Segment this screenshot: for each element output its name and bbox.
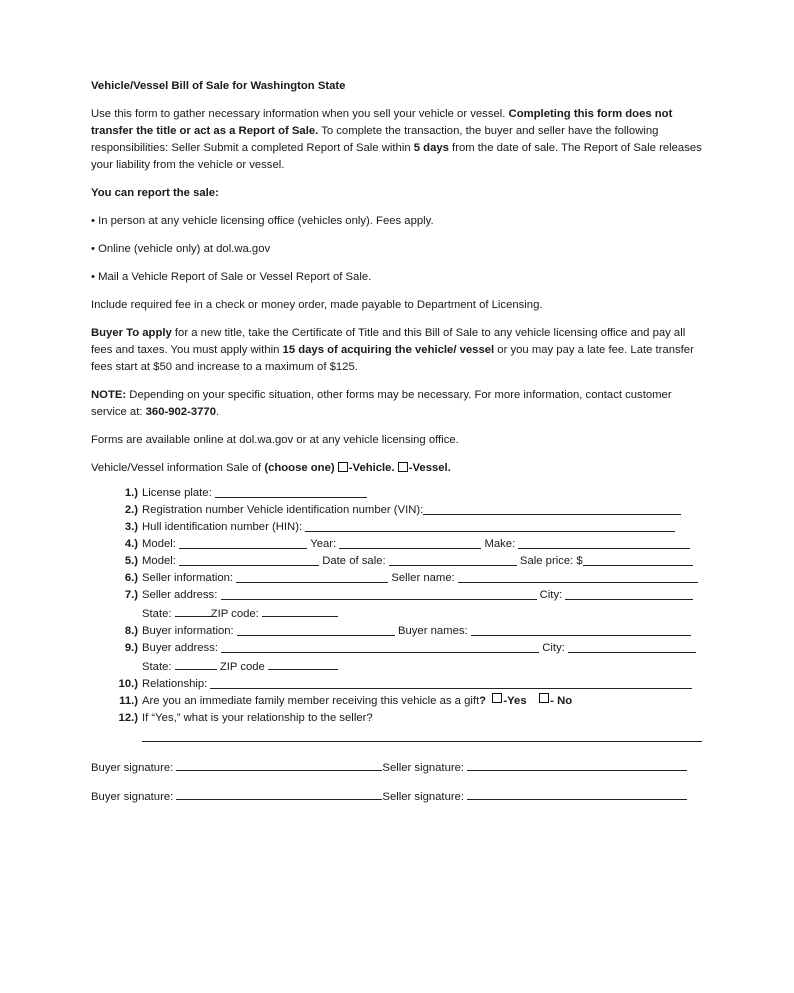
item-number: 12.)	[118, 712, 138, 724]
note-label: NOTE:	[91, 389, 127, 401]
report-heading	[91, 185, 703, 202]
intro-text-3: from the date of sale. The Report of Sale releases your liability from the vehicle or vessel.	[91, 142, 702, 171]
buyer-signature-field[interactable]	[176, 758, 382, 771]
list-item	[113, 502, 703, 519]
sale-of-label: Vehicle/Vessel information Sale of	[91, 462, 265, 474]
seller-info-field[interactable]	[236, 570, 388, 583]
list-item	[113, 587, 703, 604]
list-item	[113, 553, 703, 570]
list-item	[113, 676, 703, 693]
note-paragraph	[91, 387, 703, 421]
vin-label: Registration number Vehicle identification number (VIN):	[142, 504, 424, 516]
seller-city-field[interactable]	[565, 587, 693, 600]
date-of-sale-label: Date of sale:	[322, 555, 386, 567]
seller-address-field[interactable]	[221, 587, 537, 600]
model-label: Model:	[142, 555, 176, 567]
forms-text: Forms are available online at dol.wa.gov or at any vehicle licensing office.	[91, 434, 459, 446]
list-item	[113, 623, 703, 640]
item-number: 3.)	[124, 521, 138, 533]
sale-price-field[interactable]	[583, 553, 693, 566]
report-option-online: • Online (vehicle only) at dol.wa.gov	[91, 243, 271, 255]
year-field[interactable]	[339, 536, 481, 549]
seller-signature-label: Seller signature:	[382, 762, 465, 774]
item-number: 9.)	[124, 642, 138, 654]
seller-state-field[interactable]	[175, 604, 211, 617]
vessel-option-label: -Vessel.	[408, 462, 451, 474]
buyer-state-field[interactable]	[175, 657, 217, 670]
report-option-mail: • Mail a Vehicle Report of Sale or Vessel Report of Sale.	[91, 271, 372, 283]
license-plate-label: License plate:	[142, 487, 212, 499]
relationship-label: Relationship:	[142, 678, 208, 690]
seller-name-field[interactable]	[458, 570, 698, 583]
buyer-address-label: Buyer address:	[142, 642, 218, 654]
gift-no-checkbox[interactable]	[539, 693, 549, 703]
make-field[interactable]	[518, 536, 690, 549]
vin-field[interactable]	[423, 502, 681, 515]
list-item	[113, 519, 703, 536]
seller-name-label: Seller name:	[391, 572, 455, 584]
relationship-field[interactable]	[210, 676, 692, 689]
buyer-info-label: Buyer information:	[142, 625, 234, 637]
list-item	[113, 710, 703, 727]
state-label: State:	[142, 661, 172, 673]
item-number: 1.)	[124, 487, 138, 499]
item-number: 7.)	[124, 589, 138, 601]
model-field-2[interactable]	[179, 553, 319, 566]
buyer-zip-field[interactable]	[268, 657, 338, 670]
zip-code-label: ZIP code	[219, 661, 265, 673]
gift-no-label: - No	[550, 695, 573, 707]
buyer-signature-label: Buyer signature:	[91, 791, 174, 803]
buyer-names-label: Buyer names:	[397, 625, 468, 637]
vehicle-info-list	[91, 485, 703, 742]
buyer-text: for a new title, take the Certificate of Title and this Bill of Sale to any vehicle licensing office and pay all fees and taxes. You must apply within	[91, 327, 686, 356]
buyer-address-field[interactable]	[221, 640, 539, 653]
seller-info-label: Seller information:	[142, 572, 234, 584]
list-item	[113, 485, 703, 502]
item-number: 5.)	[124, 555, 138, 567]
buyer-bold-lead: Buyer To apply	[91, 327, 172, 339]
buyer-signature-label: Buyer signature:	[91, 762, 174, 774]
buyer-deadline: 15 days of acquiring the vehicle/ vessel	[282, 344, 495, 356]
intro-days: 5 days	[413, 142, 449, 154]
item-number: 10.)	[118, 678, 138, 690]
item-number: 8.)	[124, 625, 138, 637]
intro-paragraph	[91, 106, 703, 174]
gift-yes-checkbox[interactable]	[492, 693, 502, 703]
zip-code-label: ZIP code:	[210, 608, 259, 620]
city-label: City:	[542, 642, 565, 654]
report-heading-text: You can report the sale:	[91, 187, 219, 199]
seller-zip-field[interactable]	[262, 604, 338, 617]
phone-number: 360-902-3770	[145, 406, 216, 418]
buyer-paragraph	[91, 325, 703, 376]
city-label: City:	[539, 589, 563, 601]
sale-of-line	[91, 460, 703, 477]
choose-one-label: (choose one)	[264, 462, 338, 474]
note-text: Depending on your specific situation, other forms may be necessary. For more information, contact customer service at:	[91, 389, 672, 418]
relationship-answer-field[interactable]	[142, 727, 702, 742]
buyer-names-field[interactable]	[471, 623, 691, 636]
model-field[interactable]	[179, 536, 307, 549]
buyer-state-zip-row	[113, 657, 703, 676]
vessel-checkbox[interactable]	[398, 462, 408, 472]
hin-label: Hull identification number (HIN):	[142, 521, 303, 533]
item-number: 4.)	[124, 538, 138, 550]
fee-text: Include required fee in a check or money order, made payable to Department of Licensing.	[91, 299, 543, 311]
seller-signature-field[interactable]	[467, 758, 687, 771]
item-number: 2.)	[124, 504, 138, 516]
intro-text-2: To complete the transaction, the buyer and seller have the following responsibilities: Seller Submit a completed Report of Sale within	[91, 125, 659, 154]
state-label: State:	[142, 608, 172, 620]
intro-bold-text: Completing this form does not transfer the title or act as a Report of Sale.	[91, 108, 673, 137]
seller-state-zip-row	[113, 604, 703, 623]
seller-address-label: Seller address:	[142, 589, 218, 601]
seller-signature-label: Seller signature:	[382, 791, 465, 803]
intro-text: Use this form to gather necessary information when you sell your vehicle or vessel.	[91, 108, 509, 120]
list-item	[113, 536, 703, 553]
note-end: .	[215, 406, 220, 418]
buyer-city-field[interactable]	[568, 640, 696, 653]
bill-of-sale-form	[91, 78, 703, 806]
page-title: Vehicle/Vessel Bill of Sale for Washington State	[91, 80, 346, 92]
item-number: 6.)	[124, 572, 138, 584]
list-item	[113, 640, 703, 657]
license-plate-field[interactable]	[215, 485, 367, 498]
report-option-in-person: • In person at any vehicle licensing office (vehicles only). Fees apply.	[91, 215, 434, 227]
relationship-question: If “Yes,” what is your relationship to the seller?	[142, 712, 373, 724]
list-item	[113, 693, 703, 710]
buyer-signature-field-2[interactable]	[176, 787, 382, 800]
sale-price-label: Sale price: $	[519, 555, 583, 567]
make-label: Make:	[484, 538, 516, 550]
item-number: 11.)	[119, 695, 138, 707]
gift-yes-label: -Yes	[503, 695, 527, 707]
buyer-info-field[interactable]	[237, 623, 395, 636]
signature-row	[91, 787, 703, 806]
gift-question-mark: ?	[479, 695, 487, 707]
vehicle-option-label: -Vehicle.	[348, 462, 395, 474]
signature-row	[91, 758, 703, 777]
vehicle-checkbox[interactable]	[338, 462, 348, 472]
year-label: Year:	[310, 538, 337, 550]
model-label: Model:	[142, 538, 176, 550]
seller-signature-field-2[interactable]	[467, 787, 687, 800]
date-of-sale-field[interactable]	[389, 553, 517, 566]
buyer-text-2: or you may pay a late fee. Late transfer fees start at $50 and increase to a maximum of $125.	[91, 344, 694, 373]
list-item	[113, 570, 703, 587]
hin-field[interactable]	[305, 519, 675, 532]
gift-question: Are you an immediate family member receiving this vehicle as a gift	[142, 695, 480, 707]
